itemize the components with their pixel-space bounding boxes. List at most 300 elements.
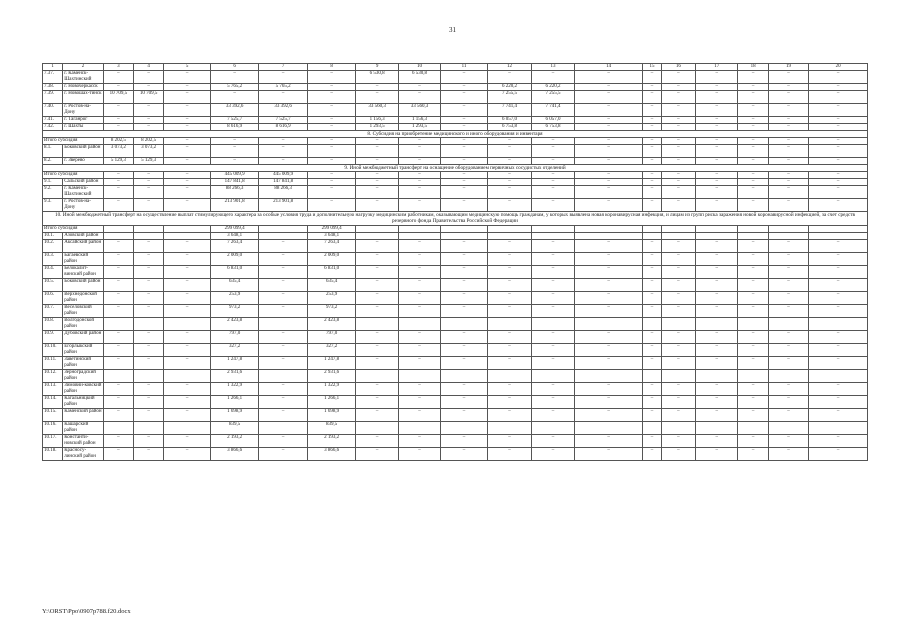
table-cell: – — [532, 240, 574, 253]
table-cell: 1 293,5 — [356, 124, 398, 131]
table-cell — [696, 226, 738, 233]
table-cell — [487, 226, 531, 233]
table-cell: 3 073,2 — [103, 145, 133, 158]
table-cell: – — [532, 292, 574, 305]
table-cell — [809, 370, 868, 383]
row-name: г. Зверево — [63, 158, 103, 165]
table-cell: – — [210, 158, 259, 165]
table-cell: 3 866,6 — [307, 448, 356, 461]
table-cell: – — [398, 448, 440, 461]
section-title: 8. Субсидия на приобретение медицинского и иного оборудования и инвентаря — [43, 131, 868, 138]
table-cell: – — [356, 91, 398, 104]
table-cell: – — [643, 138, 661, 145]
table-cell: 2 193,2 — [210, 435, 259, 448]
table-cell: – — [768, 172, 808, 179]
table-cell: – — [738, 186, 768, 199]
table-cell: – — [738, 305, 768, 318]
table-cell: – — [441, 104, 488, 117]
table-cell: – — [532, 253, 574, 266]
table-cell: 1 293,5 — [398, 124, 440, 131]
row-name: Белокалит-винский район — [63, 266, 103, 279]
table-cell: – — [164, 253, 211, 266]
table-cell: – — [164, 138, 211, 145]
table-cell: – — [738, 84, 768, 91]
table-cell — [441, 370, 488, 383]
table-cell: – — [661, 279, 695, 292]
table-cell: – — [441, 240, 488, 253]
row-name: Веселовский район — [63, 305, 103, 318]
table-cell: – — [398, 357, 440, 370]
table-cell: – — [532, 396, 574, 409]
table-cell: – — [643, 172, 661, 179]
table-cell: – — [738, 331, 768, 344]
table-cell: 5 765,2 — [259, 84, 308, 91]
table-cell: – — [532, 383, 574, 396]
table-cell: – — [768, 71, 808, 84]
table-cell: – — [809, 344, 868, 357]
table-row — [43, 124, 868, 131]
row-number: 8.2. — [43, 158, 63, 165]
table-cell: – — [696, 409, 738, 422]
row-name: Кашарский район — [63, 422, 103, 435]
table-cell: 973,2 — [307, 305, 356, 318]
table-cell: – — [696, 357, 738, 370]
table-cell: – — [768, 158, 808, 165]
table-cell: – — [574, 279, 643, 292]
table-cell: – — [532, 199, 574, 212]
table-cell — [532, 226, 574, 233]
table-cell: – — [356, 435, 398, 448]
table-cell: – — [398, 91, 440, 104]
header-cell: 18 — [738, 64, 768, 71]
table-cell: 33 392,6 — [259, 104, 308, 117]
table-cell: 1 698,9 — [307, 409, 356, 422]
table-cell: – — [768, 253, 808, 266]
total-row — [43, 138, 868, 145]
table-row — [43, 331, 868, 344]
table-row — [43, 305, 868, 318]
table-cell — [164, 370, 211, 383]
table-cell: – — [307, 104, 356, 117]
table-cell: – — [643, 84, 661, 91]
table-cell: – — [259, 158, 308, 165]
row-name: Аксайский район — [63, 240, 103, 253]
table-cell: – — [643, 435, 661, 448]
table-cell: – — [574, 344, 643, 357]
table-cell: – — [574, 199, 643, 212]
table-cell: 2 931,6 — [210, 370, 259, 383]
table-cell: – — [661, 253, 695, 266]
table-cell — [356, 422, 398, 435]
table-cell: – — [738, 138, 768, 145]
table-cell: – — [696, 305, 738, 318]
table-cell: – — [809, 117, 868, 124]
table-cell: – — [809, 179, 868, 186]
table-cell: 7 263,4 — [307, 240, 356, 253]
table-cell: – — [398, 305, 440, 318]
table-cell: – — [398, 292, 440, 305]
table-cell — [441, 318, 488, 331]
table-cell: – — [487, 435, 531, 448]
table-cell: – — [398, 279, 440, 292]
table-cell: 3 648,1 — [307, 233, 356, 240]
table-cell — [103, 226, 133, 233]
table-cell: – — [643, 91, 661, 104]
table-cell: 7 525,7 — [210, 117, 259, 124]
table-cell — [487, 370, 531, 383]
table-cell: – — [574, 124, 643, 131]
table-cell: 1 266,1 — [210, 396, 259, 409]
table-row — [43, 253, 868, 266]
table-cell: – — [398, 199, 440, 212]
row-number: 9.1. — [43, 179, 63, 186]
table-cell: 327,2 — [210, 344, 259, 357]
table-cell: – — [441, 396, 488, 409]
table-cell: – — [809, 292, 868, 305]
table-cell: – — [809, 84, 868, 91]
table-cell: – — [661, 145, 695, 158]
table-cell: – — [356, 158, 398, 165]
table-cell: – — [768, 292, 808, 305]
table-cell — [103, 233, 133, 240]
table-cell: – — [307, 186, 356, 199]
table-cell: – — [259, 266, 308, 279]
table-cell: – — [356, 409, 398, 422]
table-cell: – — [574, 409, 643, 422]
header-cell: 4 — [133, 64, 163, 71]
table-cell: – — [532, 357, 574, 370]
table-cell: – — [661, 292, 695, 305]
section-title: 10. Иной межбюджетный трансферт на осуществление выплат стимулирующего характера за особые условия труда и дополнительную нагрузку медицинским работникам, оказывающим медицинскую помощь гражданам, у которых выявлена новая коронавирусная инфекция, и лицам из групп риска заражения новой коронавирусной инфекцией, за счет средств резервного фонда Правительства Российской Федерации — [43, 212, 868, 226]
table-cell: – — [643, 344, 661, 357]
table-cell: – — [441, 266, 488, 279]
table-cell: – — [574, 292, 643, 305]
table-cell: – — [259, 253, 308, 266]
table-cell: – — [307, 158, 356, 165]
section-title-row — [43, 212, 868, 226]
table-cell: – — [574, 396, 643, 409]
table-cell — [696, 422, 738, 435]
table-cell: – — [768, 240, 808, 253]
table-cell: – — [487, 292, 531, 305]
row-number: 7.40. — [43, 104, 63, 117]
table-cell: – — [738, 266, 768, 279]
table-cell: – — [164, 240, 211, 253]
table-cell: – — [738, 383, 768, 396]
table-row — [43, 199, 868, 212]
table-cell — [356, 370, 398, 383]
table-cell: – — [643, 396, 661, 409]
row-number: 10.13. — [43, 383, 63, 396]
table-row — [43, 292, 868, 305]
table-cell: 33 560,3 — [398, 104, 440, 117]
table-cell: – — [768, 199, 808, 212]
table-cell — [574, 233, 643, 240]
table-cell — [133, 233, 163, 240]
table-cell: – — [809, 172, 868, 179]
table-cell: – — [103, 179, 133, 186]
table-cell: – — [738, 279, 768, 292]
table-cell: – — [661, 179, 695, 186]
table-cell: – — [164, 292, 211, 305]
table-cell: – — [398, 179, 440, 186]
table-cell: – — [738, 357, 768, 370]
table-cell: – — [356, 396, 398, 409]
table-cell: – — [532, 158, 574, 165]
table-cell: 3 648,1 — [210, 233, 259, 240]
table-cell — [103, 370, 133, 383]
table-cell: – — [441, 253, 488, 266]
footer-file-path: Y:\ORST\Ppo\0907p788.f20.docx — [42, 608, 131, 615]
table-cell: – — [441, 279, 488, 292]
row-name: Константи-новский район — [63, 435, 103, 448]
header-cell: 2 — [63, 64, 103, 71]
table-cell: – — [487, 357, 531, 370]
table-cell — [164, 318, 211, 331]
row-number: 10.6. — [43, 292, 63, 305]
table-cell: – — [356, 199, 398, 212]
table-cell: – — [532, 266, 574, 279]
row-number: 10.4. — [43, 266, 63, 279]
row-name: г. Новошах-тинск — [63, 91, 103, 104]
table-cell: – — [164, 104, 211, 117]
table-cell: – — [259, 331, 308, 344]
row-name: Боковский район — [63, 279, 103, 292]
table-cell: – — [738, 117, 768, 124]
table-cell: – — [133, 117, 163, 124]
row-name: Зерноградский район — [63, 370, 103, 383]
table-cell: – — [661, 383, 695, 396]
table-cell: – — [356, 172, 398, 179]
table-cell: 445 009,9 — [210, 172, 259, 179]
table-cell: – — [643, 383, 661, 396]
table-cell: – — [809, 104, 868, 117]
table-cell: 2 931,6 — [307, 370, 356, 383]
row-number: 7.38. — [43, 84, 63, 91]
table-cell: – — [487, 172, 531, 179]
table-cell: – — [398, 138, 440, 145]
row-number: 10.9. — [43, 331, 63, 344]
table-cell: – — [164, 435, 211, 448]
total-label: Итого субсидия — [43, 172, 104, 179]
table-cell — [809, 233, 868, 240]
table-cell: 1 247,8 — [210, 357, 259, 370]
row-number: 10.15. — [43, 409, 63, 422]
table-cell: – — [398, 145, 440, 158]
row-number: 10.12. — [43, 370, 63, 383]
table-cell — [441, 226, 488, 233]
table-cell: – — [441, 357, 488, 370]
table-row — [43, 71, 868, 84]
table-cell: – — [133, 383, 163, 396]
table-cell: 1 156,3 — [398, 117, 440, 124]
row-number: 9.3. — [43, 199, 63, 212]
table-cell: 1 247,8 — [307, 357, 356, 370]
table-cell: – — [574, 383, 643, 396]
table-cell: – — [487, 266, 531, 279]
table-cell: – — [643, 117, 661, 124]
table-cell: – — [809, 435, 868, 448]
table-cell: – — [574, 331, 643, 344]
table-cell: – — [696, 104, 738, 117]
table-cell: – — [661, 266, 695, 279]
table-cell: – — [643, 145, 661, 158]
table-cell: 10 709,5 — [133, 91, 163, 104]
table-cell: 299 099,4 — [307, 226, 356, 233]
table-cell: – — [661, 435, 695, 448]
row-name: г. Каменск-Шахтинский — [63, 71, 103, 84]
table-cell: – — [809, 138, 868, 145]
table-cell: – — [574, 253, 643, 266]
table-cell: – — [398, 409, 440, 422]
page-number: 31 — [449, 26, 456, 34]
row-number: 7.41. — [43, 117, 63, 124]
row-number: 7.42. — [43, 124, 63, 131]
table-cell — [398, 370, 440, 383]
table-row — [43, 84, 868, 91]
table-cell: – — [661, 305, 695, 318]
table-cell — [164, 422, 211, 435]
table-cell: – — [441, 158, 488, 165]
table-cell: – — [768, 448, 808, 461]
table-cell: – — [133, 124, 163, 131]
table-cell: – — [696, 240, 738, 253]
table-cell: – — [661, 138, 695, 145]
table-cell: – — [356, 344, 398, 357]
table-cell: – — [103, 409, 133, 422]
table-cell: – — [768, 331, 808, 344]
table-cell: – — [133, 305, 163, 318]
table-cell: – — [356, 331, 398, 344]
table-cell: – — [532, 172, 574, 179]
table-cell: – — [574, 266, 643, 279]
table-cell: 33 560,3 — [356, 104, 398, 117]
table-cell: – — [809, 158, 868, 165]
table-cell: – — [574, 158, 643, 165]
table-cell: – — [738, 91, 768, 104]
table-cell — [259, 422, 308, 435]
row-number: 8.1. — [43, 145, 63, 158]
table-cell: – — [164, 172, 211, 179]
row-number: 10.3. — [43, 253, 63, 266]
table-cell: 88 266,3 — [210, 186, 259, 199]
table-cell: – — [738, 104, 768, 117]
table-cell: – — [643, 292, 661, 305]
table-cell — [696, 318, 738, 331]
header-cell: 7 — [259, 64, 308, 71]
table-cell: – — [696, 117, 738, 124]
table-cell: – — [307, 117, 356, 124]
table-cell — [738, 233, 768, 240]
table-cell: 1 322,9 — [307, 383, 356, 396]
table-cell: – — [259, 357, 308, 370]
table-cell: – — [398, 240, 440, 253]
table-cell: 7 525,7 — [259, 117, 308, 124]
table-row — [43, 186, 868, 199]
table-cell: – — [696, 138, 738, 145]
table-cell: – — [356, 84, 398, 91]
table-cell: 6 530,8 — [398, 71, 440, 84]
table-cell: – — [441, 448, 488, 461]
table-row — [43, 158, 868, 165]
table-cell: – — [307, 145, 356, 158]
header-cell: 1 — [43, 64, 63, 71]
table-cell: – — [103, 448, 133, 461]
table-cell: – — [661, 172, 695, 179]
table-cell: – — [103, 172, 133, 179]
table-cell — [661, 226, 695, 233]
table-cell: 839,5 — [307, 422, 356, 435]
table-cell: – — [768, 124, 808, 131]
table-cell: – — [487, 158, 531, 165]
table-cell: – — [809, 279, 868, 292]
table-cell: 213 901,8 — [259, 199, 308, 212]
table-row — [43, 240, 868, 253]
table-cell: – — [768, 279, 808, 292]
table-cell: – — [643, 104, 661, 117]
table-cell: – — [164, 409, 211, 422]
table-cell — [133, 318, 163, 331]
table-cell: – — [487, 279, 531, 292]
table-cell: – — [487, 145, 531, 158]
row-name: г. Ростов-на-Дону — [63, 104, 103, 117]
table-cell: – — [398, 84, 440, 91]
table-cell: – — [532, 138, 574, 145]
table-cell: – — [398, 383, 440, 396]
table-cell: 6 057,0 — [487, 117, 531, 124]
header-row — [43, 64, 868, 71]
table-cell: – — [164, 357, 211, 370]
row-name: Каменский район — [63, 409, 103, 422]
table-cell — [661, 422, 695, 435]
table-cell: – — [356, 240, 398, 253]
table-cell: – — [809, 305, 868, 318]
table-cell — [532, 318, 574, 331]
table-row — [43, 318, 868, 331]
table-cell: – — [661, 240, 695, 253]
table-cell — [643, 422, 661, 435]
table-cell: – — [809, 357, 868, 370]
table-cell: – — [307, 172, 356, 179]
table-cell: – — [103, 266, 133, 279]
table-cell: – — [738, 448, 768, 461]
row-number: 9.2. — [43, 186, 63, 199]
table-cell — [809, 226, 868, 233]
table-cell: – — [696, 172, 738, 179]
table-cell: 5 129,3 — [103, 158, 133, 165]
table-cell: – — [696, 199, 738, 212]
table-cell: – — [643, 179, 661, 186]
table-cell: – — [103, 199, 133, 212]
table-cell: – — [532, 186, 574, 199]
table-cell: – — [532, 305, 574, 318]
table-row — [43, 370, 868, 383]
table-cell: – — [259, 279, 308, 292]
table-cell: – — [809, 199, 868, 212]
table-cell: – — [164, 344, 211, 357]
table-cell — [532, 422, 574, 435]
table-cell: – — [738, 409, 768, 422]
table-cell: 299 099,4 — [210, 226, 259, 233]
table-cell: – — [696, 186, 738, 199]
table-cell: – — [487, 240, 531, 253]
table-cell: – — [809, 409, 868, 422]
table-cell: – — [574, 138, 643, 145]
table-cell: – — [661, 186, 695, 199]
table-cell: – — [356, 383, 398, 396]
row-name: Волгодонской район — [63, 318, 103, 331]
table-cell — [738, 226, 768, 233]
